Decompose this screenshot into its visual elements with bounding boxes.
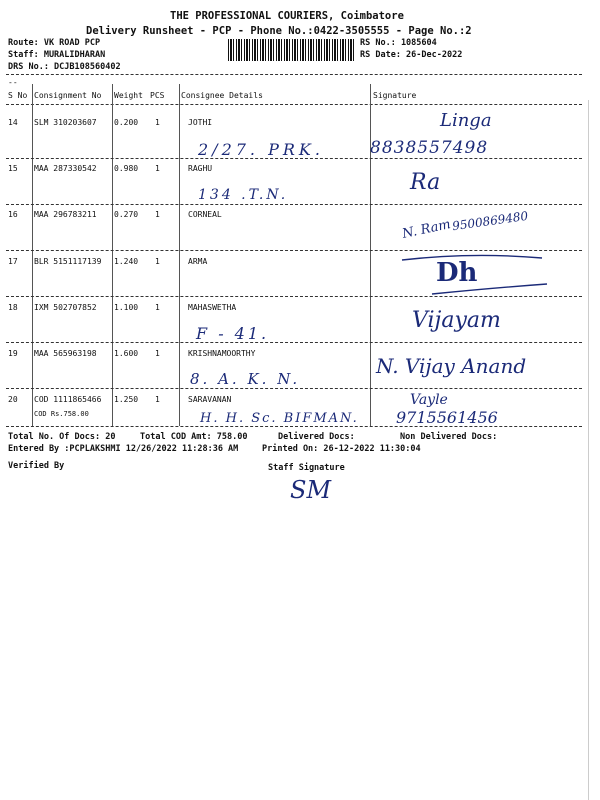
handwritten-signature: Dh bbox=[436, 258, 478, 288]
entered-by: Entered By :PCPLAKSHMI 12/26/2022 11:28:36 AM bbox=[8, 444, 239, 454]
handwritten-signature: Vayle bbox=[410, 392, 448, 408]
non-delivered-docs: Non Delivered Docs: bbox=[400, 432, 498, 442]
row-consignment: COD 1111865466 bbox=[34, 395, 102, 404]
handwritten-signature: Vijayam bbox=[412, 308, 501, 333]
row-consignment: SLM 310203607 bbox=[34, 118, 97, 127]
row-sno: 18 bbox=[8, 303, 18, 312]
handwritten-phone: 9500869480 bbox=[451, 208, 529, 234]
handwritten-phone: 8838557498 bbox=[370, 138, 489, 158]
row-pcs: 1 bbox=[155, 257, 160, 266]
row-consignee: ARMA bbox=[188, 257, 208, 266]
verified-by: Verified By bbox=[8, 461, 65, 471]
col-sno: S No bbox=[8, 91, 28, 100]
row-consignee: SARAVANAN bbox=[188, 395, 232, 404]
row-sno: 14 bbox=[8, 118, 18, 127]
cod-amount: COD Rs.758.00 bbox=[34, 410, 89, 418]
row-consignment: MAA 287330542 bbox=[34, 164, 97, 173]
total-cod: Total COD Amt: 758.00 bbox=[140, 432, 248, 442]
row-consignee: MAHASWETHA bbox=[188, 303, 237, 312]
handwritten-signature: N. Vijay Anand bbox=[376, 354, 527, 378]
rs-date: RS Date: 26-Dec-2022 bbox=[360, 50, 463, 60]
row-consignee: JOTHI bbox=[188, 118, 213, 127]
row-pcs: 1 bbox=[155, 210, 160, 219]
row-pcs: 1 bbox=[155, 118, 160, 127]
row-pcs: 1 bbox=[155, 395, 160, 404]
handwritten-address: H. H. Sc. BIFMAN. bbox=[200, 411, 359, 426]
row-weight: 1.100 bbox=[114, 303, 139, 312]
staff-signature-handwritten: SM bbox=[290, 476, 332, 504]
row-pcs: 1 bbox=[155, 349, 160, 358]
row-sno: 16 bbox=[8, 210, 18, 219]
total-docs: Total No. Of Docs: 20 bbox=[8, 432, 116, 442]
row-consignment: MAA 296783211 bbox=[34, 210, 97, 219]
staff-label: Staff: MURALIDHARAN bbox=[8, 50, 106, 60]
handwritten-phone: 9715561456 bbox=[396, 408, 498, 427]
printed-on: Printed On: 26-12-2022 11:30:04 bbox=[262, 444, 421, 454]
row-weight: 1.240 bbox=[114, 257, 139, 266]
row-pcs: 1 bbox=[155, 303, 160, 312]
col-consignment: Consignment No bbox=[34, 91, 102, 100]
row-consignee: CORNEAL bbox=[188, 210, 222, 219]
row-weight: 0.200 bbox=[114, 118, 139, 127]
row-pcs: 1 bbox=[155, 164, 160, 173]
row-weight: 1.600 bbox=[114, 349, 139, 358]
rs-number: RS No.: 1085604 bbox=[360, 38, 437, 48]
route-label: Route: VK ROAD PCP bbox=[8, 38, 101, 48]
row-weight: 1.250 bbox=[114, 395, 139, 404]
signature-strokes bbox=[372, 248, 572, 298]
handwritten-address: 2/27. PRK. bbox=[198, 140, 324, 159]
col-pcs: PCS bbox=[150, 91, 165, 100]
row-sno: 15 bbox=[8, 164, 18, 173]
row-consignment: MAA 565963198 bbox=[34, 349, 97, 358]
handwritten-signature: Linga bbox=[440, 110, 492, 131]
row-weight: 0.980 bbox=[114, 164, 139, 173]
row-sno: 19 bbox=[8, 349, 18, 358]
company-name: THE PROFESSIONAL COURIERS, Coimbatore bbox=[170, 10, 404, 22]
handwritten-address: 8. A. K. N. bbox=[190, 370, 301, 388]
col-consignee: Consignee Details bbox=[181, 91, 263, 100]
handwritten-signature: N. Ram bbox=[400, 217, 453, 242]
row-consignee: RAGHU bbox=[188, 164, 213, 173]
handwritten-signature: Ra bbox=[410, 170, 441, 195]
row-weight: 0.270 bbox=[114, 210, 139, 219]
col-weight: Weight bbox=[114, 91, 143, 100]
row-sno: 17 bbox=[8, 257, 18, 266]
row-consignment: IXM 502707852 bbox=[34, 303, 97, 312]
delivered-docs: Delivered Docs: bbox=[278, 432, 355, 442]
row-consignee: KRISHNAMOORTHY bbox=[188, 349, 256, 358]
handwritten-address: F - 41. bbox=[196, 324, 270, 343]
row-sno: 20 bbox=[8, 395, 18, 404]
col-signature: Signature bbox=[373, 91, 417, 100]
barcode bbox=[228, 39, 354, 61]
runsheet-title: Delivery Runsheet - PCP - Phone No.:0422-3505555 - Page No.:2 bbox=[86, 25, 472, 37]
drs-number: DRS No.: DCJB108560402 bbox=[8, 62, 121, 72]
row-consignment: BLR 5151117139 bbox=[34, 257, 102, 266]
staff-signature-label: Staff Signature bbox=[268, 463, 345, 473]
handwritten-address: 134 .T.N. bbox=[198, 187, 289, 203]
